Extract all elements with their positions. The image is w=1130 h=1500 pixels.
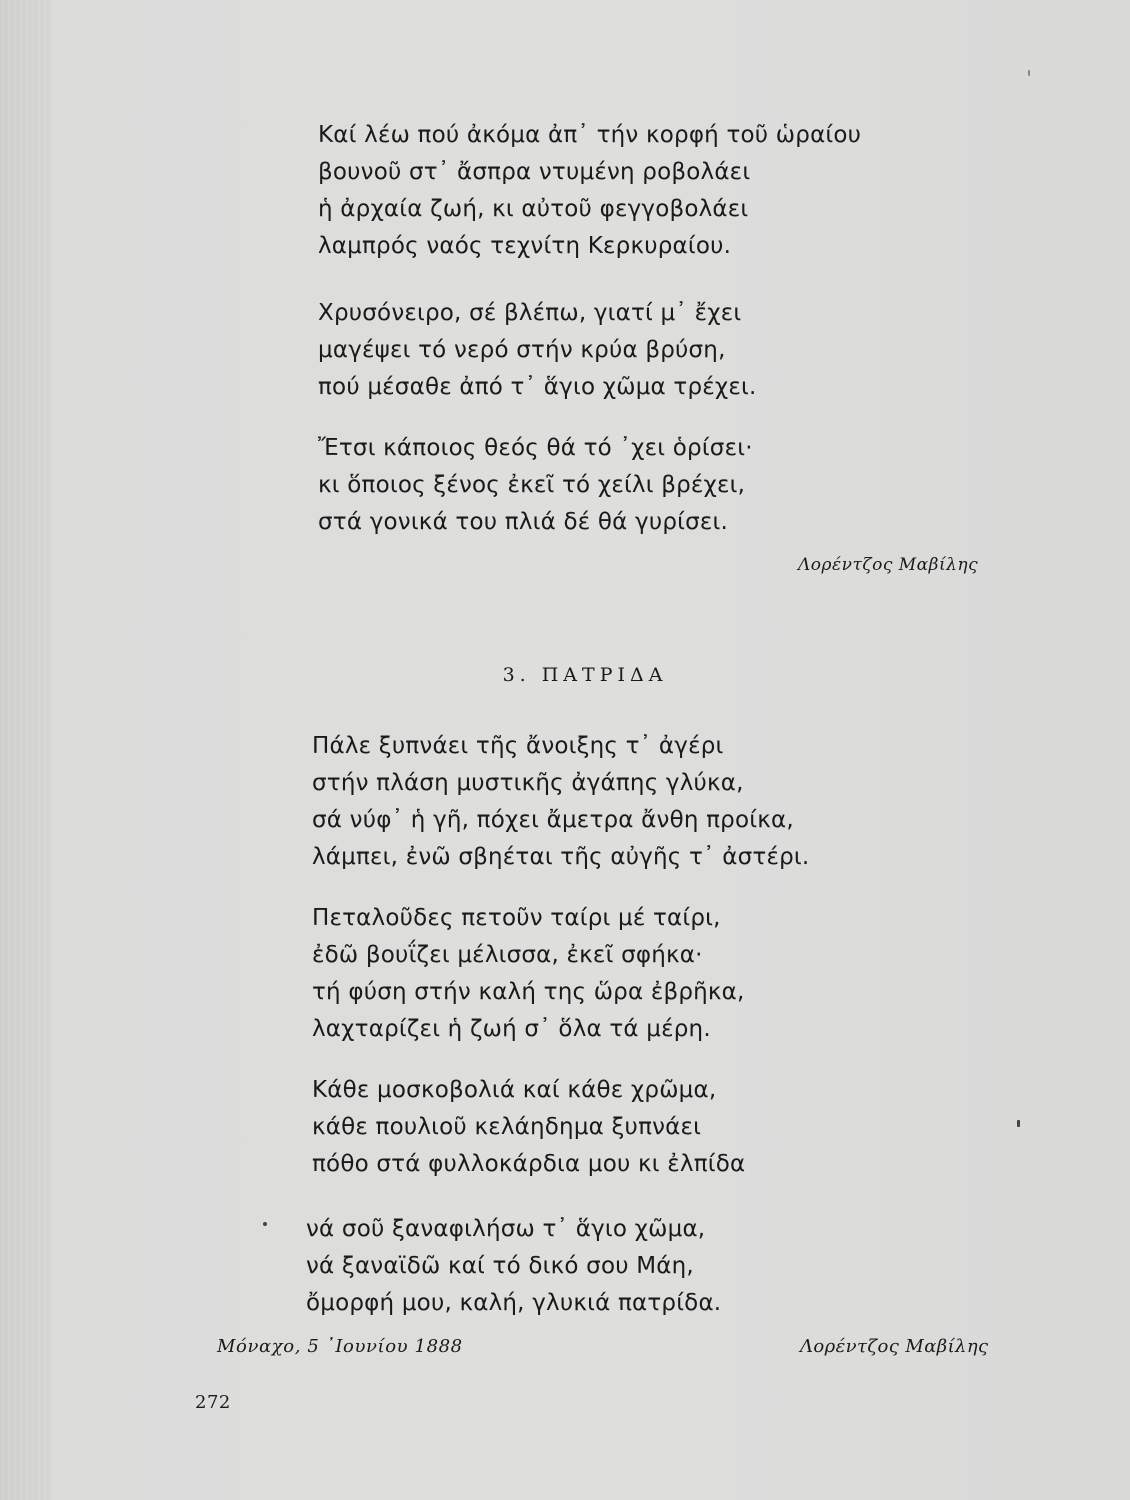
scan-speck	[1028, 70, 1030, 76]
stanza-1	[318, 117, 861, 265]
poem-line: Καί λέω πού ἀκόμα ἀπ᾿ τήν κορφή τοῦ ὡραίου	[318, 122, 862, 148]
patrida-stanza-4	[306, 1211, 721, 1322]
stanza-3	[318, 430, 753, 541]
poem-line: στά γονικά του πλιά δέ θά γυρίσει.	[318, 509, 729, 535]
poem-line: βουνοῦ στ᾿ ἄσπρα ντυμένη ροβολάει	[318, 159, 751, 185]
poem-line: ἡ ἀρχαία ζωή, κι αὐτοῦ φεγγοβολάει	[318, 196, 749, 222]
poem-line: νά σοῦ ξαναφιλήσω τ᾿ ἅγιο χῶμα,	[306, 1216, 706, 1242]
poem-line: Κάθε μοσκοβολιά καί κάθε χρῶμα,	[312, 1077, 717, 1103]
poem-line: ἐδῶ βουΐζει μέλισσα, ἐκεῖ σφήκα·	[312, 942, 703, 968]
scan-speck	[1017, 1120, 1020, 1127]
page-number: 272	[195, 1392, 231, 1413]
poem-line: λάμπει, ἐνῶ σβηέται τῆς αὐγῆς τ᾿ ἀστέρι.	[312, 844, 810, 870]
page-edge-shading	[0, 0, 52, 1500]
poem-line: νά ξαναϊδῶ καί τό δικό σου Μάη,	[306, 1253, 694, 1279]
poem-line: στήν πλάση μυστικῆς ἀγάπης γλύκα,	[312, 770, 744, 796]
poem-line: ὄμορφή μου, καλή, γλυκιά πατρίδα.	[306, 1290, 722, 1316]
patrida-stanza-3	[312, 1072, 745, 1183]
patrida-stanza-2	[312, 900, 745, 1048]
poem-line: Πάλε ξυπνάει τῆς ἄνοιξης τ᾿ ἀγέρι	[312, 733, 724, 759]
poem-line: τή φύση στήν καλή της ὥρα ἐβρῆκα,	[312, 979, 745, 1005]
patrida-stanza-1	[312, 728, 809, 876]
place-date: Μόναχο, 5 ᾿Ιουνίου 1888	[217, 1336, 463, 1357]
section-heading: 3. ΠΑΤΡΙΔΑ	[502, 664, 668, 686]
poem-line: Ἔτσι κάποιος θεός θά τό ᾿χει ὁρίσει·	[318, 435, 753, 461]
footer-author: Λορέντζος Μαβίλης	[800, 1336, 989, 1357]
poem-line: κι ὅποιος ξένος ἐκεῖ τό χείλι βρέχει,	[318, 472, 746, 498]
stanza-2	[318, 295, 757, 406]
poem-author: Λορέντζος Μαβίλης	[798, 555, 979, 575]
poem-line: Πεταλοῦδες πετοῦν ταίρι μέ ταίρι,	[312, 905, 721, 931]
poem-line: μαγέψει τό νερό στήν κρύα βρύση,	[318, 337, 726, 363]
poem-line: λαχταρίζει ἡ ζωή σ᾿ ὅλα τά μέρη.	[312, 1016, 711, 1042]
poem-line: λαμπρός ναός τεχνίτη Κερκυραίου.	[318, 233, 732, 259]
poem-line: Χρυσόνειρο, σέ βλέπω, γιατί μ᾿ ἔχει	[318, 300, 742, 326]
poem-line: πόθο στά φυλλοκάρδια μου κι ἐλπίδα	[312, 1151, 746, 1177]
poem-line: σά νύφ᾿ ἡ γῆ, πόχει ἄμετρα ἄνθη προίκα,	[312, 807, 794, 833]
poem-line: πού μέσαθε ἀπό τ᾿ ἅγιο χῶμα τρέχει.	[318, 374, 757, 400]
poem-line: κάθε πουλιοῦ κελάηδημα ξυπνάει	[312, 1114, 702, 1140]
scan-speck	[263, 1222, 267, 1226]
